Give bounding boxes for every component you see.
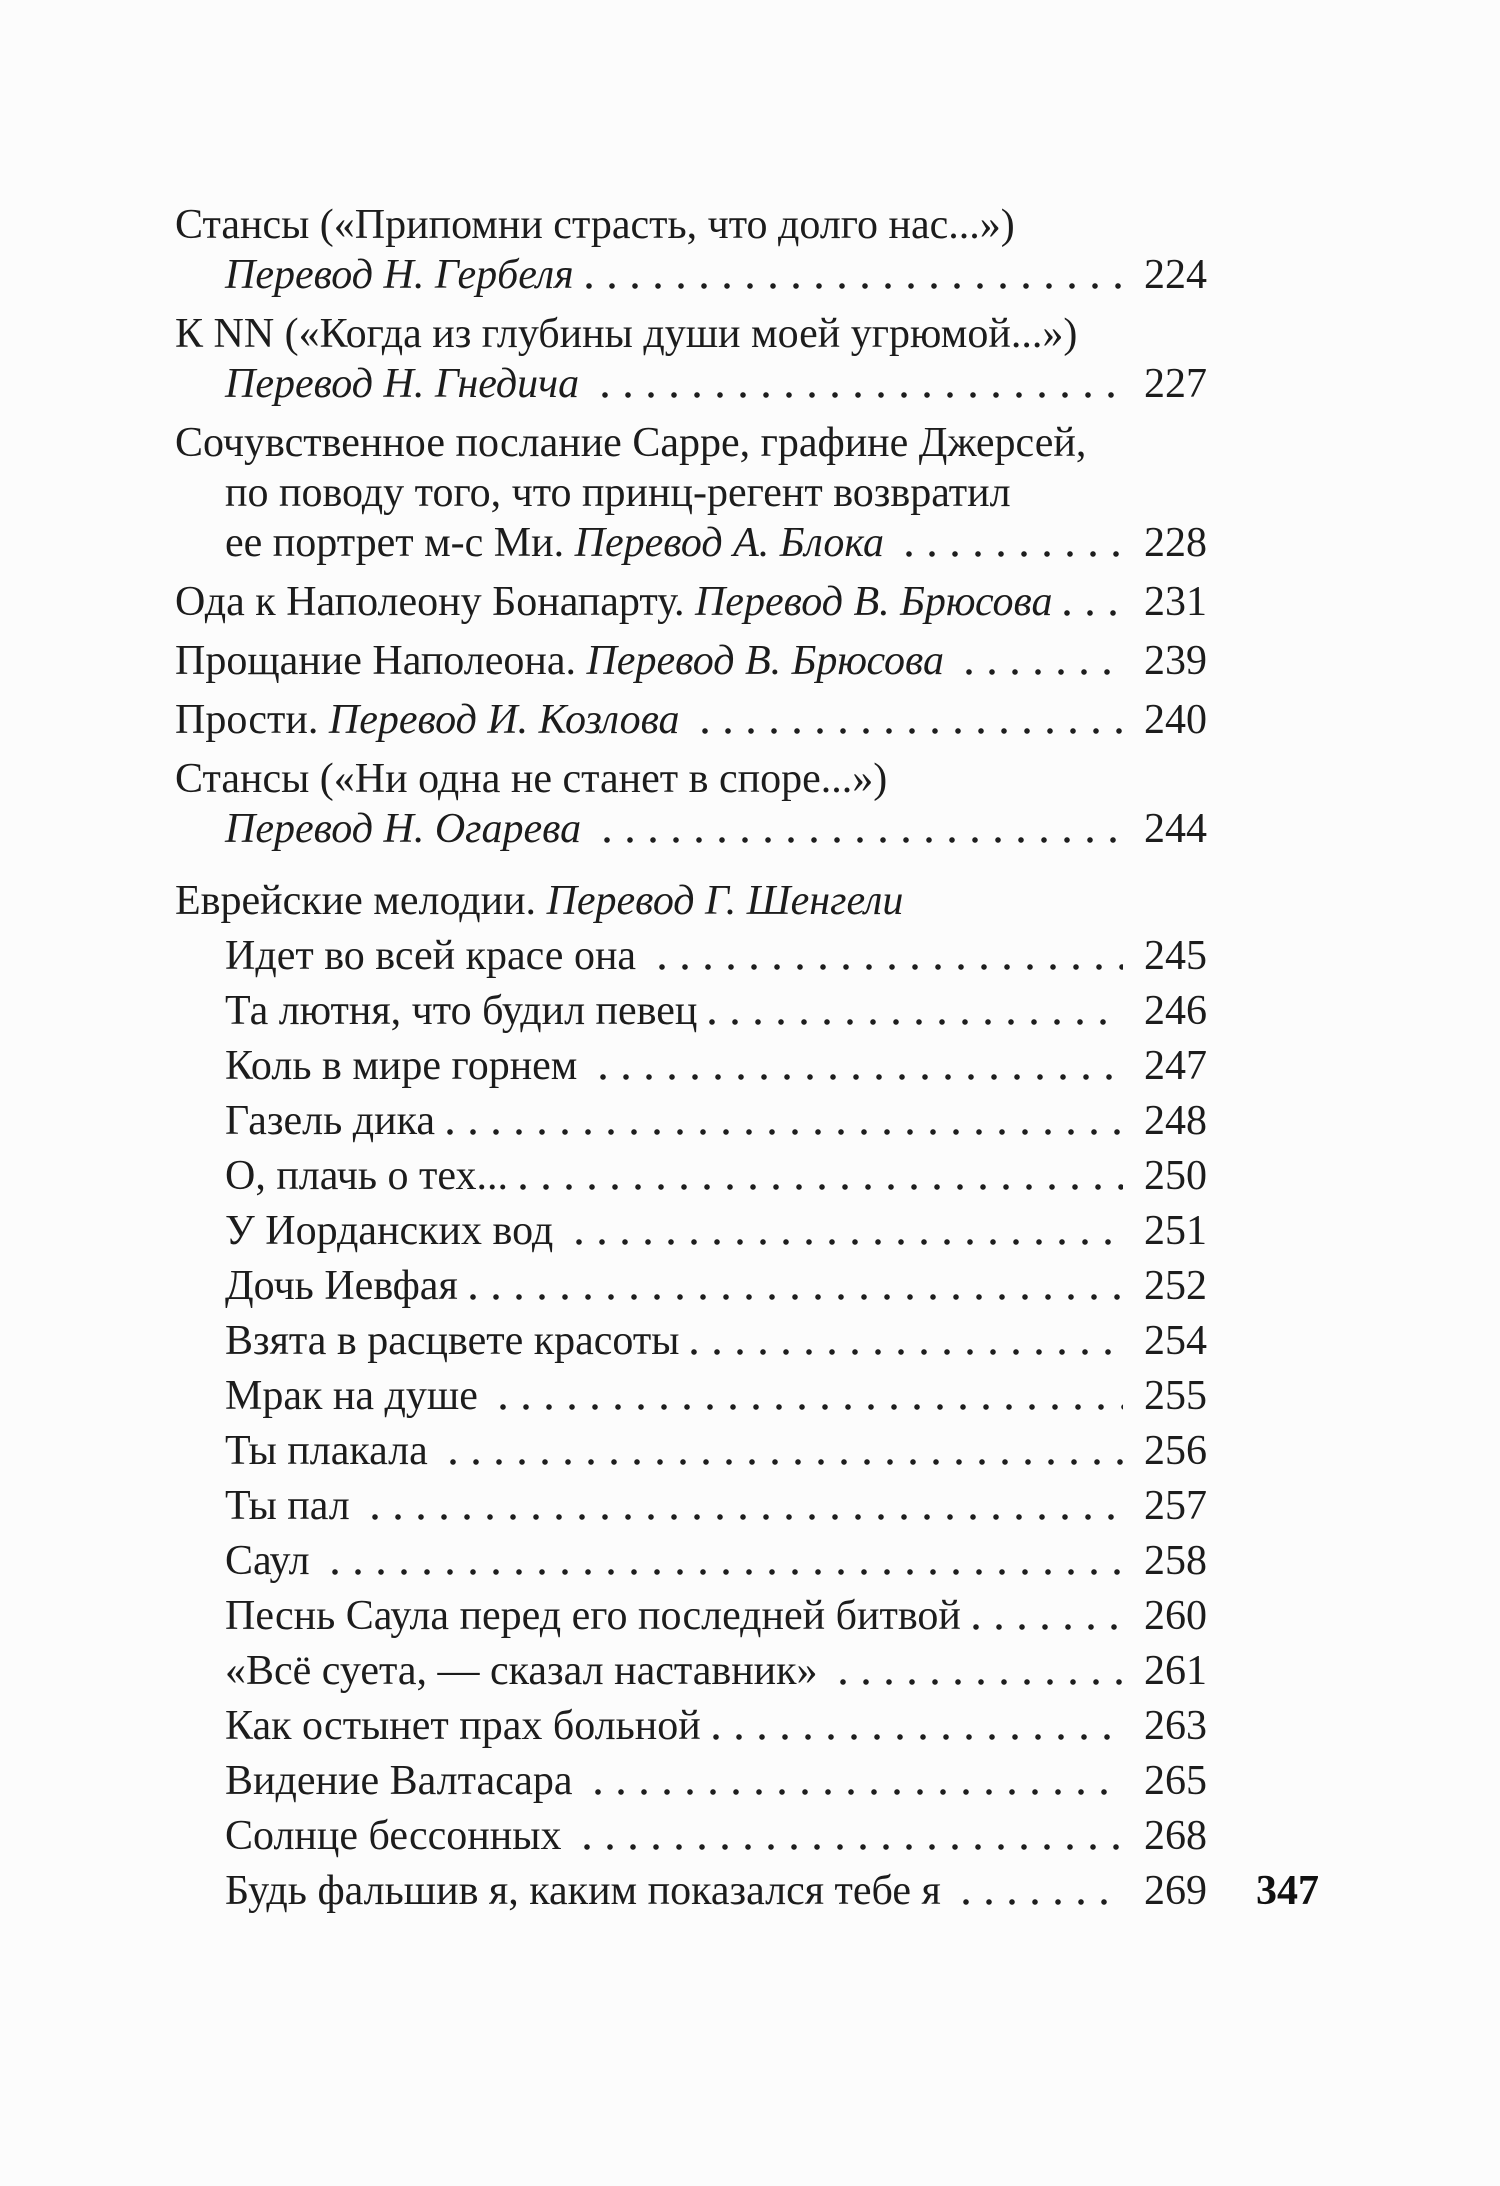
toc-line bbox=[175, 1866, 1207, 1916]
toc-title-text: Газель дика bbox=[225, 1098, 435, 1144]
toc-title-text: Видение Валтасара bbox=[225, 1758, 584, 1804]
toc-line-text bbox=[225, 1096, 435, 1146]
toc-line-text bbox=[225, 1646, 828, 1696]
toc-line bbox=[175, 418, 1207, 468]
toc-line bbox=[175, 1646, 1207, 1696]
toc-page-number: 228 bbox=[1144, 520, 1207, 566]
toc-line bbox=[175, 1261, 1207, 1311]
toc-line-text bbox=[225, 1811, 572, 1861]
toc-page-number: 227 bbox=[1144, 361, 1207, 407]
toc-line-text bbox=[175, 200, 1015, 250]
toc-title-text: Сочувственное послание Сарре, графине Джерсей, bbox=[175, 420, 1087, 466]
toc-page-number: 247 bbox=[1144, 1043, 1207, 1089]
toc-line-text bbox=[225, 1481, 360, 1531]
toc-line bbox=[175, 468, 1207, 518]
toc-title-text: К NN («Когда из глубины души моей угрюмой...») bbox=[175, 311, 1078, 357]
dot-leader bbox=[971, 1591, 1123, 1641]
toc-line bbox=[175, 876, 1207, 926]
toc-line-text bbox=[225, 1866, 951, 1916]
toc-line-text bbox=[175, 636, 954, 686]
dot-leader bbox=[584, 250, 1123, 300]
toc-page-number: 245 bbox=[1144, 933, 1207, 979]
dot-leader bbox=[602, 804, 1123, 854]
dot-leader bbox=[964, 636, 1123, 686]
dot-leader bbox=[904, 518, 1123, 568]
toc-title-text: Та лютня, что будил певец bbox=[225, 988, 698, 1034]
toc-line bbox=[175, 1536, 1207, 1586]
toc-page-number: 250 bbox=[1144, 1153, 1207, 1199]
toc-line-text bbox=[225, 1536, 320, 1586]
dot-leader bbox=[598, 1041, 1123, 1091]
toc-title-text: Ты плакала bbox=[225, 1428, 439, 1474]
toc-title-text: ее портрет м-с Ми. bbox=[225, 520, 575, 566]
toc-line-text bbox=[175, 876, 903, 926]
toc-page-number: 231 bbox=[1144, 579, 1207, 625]
toc-line-text bbox=[225, 1591, 961, 1641]
dot-leader bbox=[370, 1481, 1123, 1531]
toc-title-text: Саул bbox=[225, 1538, 321, 1584]
toc-line-text bbox=[175, 695, 690, 745]
dot-leader bbox=[700, 695, 1123, 745]
toc-page-number: 254 bbox=[1144, 1318, 1207, 1364]
toc-line bbox=[175, 636, 1207, 686]
toc-title-text: Еврейские мелодии. bbox=[175, 878, 547, 924]
toc-line bbox=[175, 1811, 1207, 1861]
dot-leader bbox=[1062, 577, 1123, 627]
toc-page-number: 263 bbox=[1144, 1703, 1207, 1749]
toc-line bbox=[175, 200, 1207, 250]
toc-title-text: Мрак на душе bbox=[225, 1373, 489, 1419]
toc-line bbox=[175, 1701, 1207, 1751]
toc-page-number: 244 bbox=[1144, 806, 1207, 852]
toc-line-text bbox=[225, 250, 574, 300]
toc-title-text: Как остынет прах больной bbox=[225, 1703, 701, 1749]
toc-translator-text: Перевод Н. Гнедича bbox=[225, 361, 590, 407]
toc-line-text bbox=[225, 1426, 438, 1476]
toc-title-text: Идет во всей красе она bbox=[225, 933, 647, 979]
toc-line bbox=[175, 986, 1207, 1036]
toc-line bbox=[175, 695, 1207, 745]
toc-page-number: 252 bbox=[1144, 1263, 1207, 1309]
toc-line-text bbox=[225, 931, 647, 981]
toc-page-number: 239 bbox=[1144, 638, 1207, 684]
toc-title-text: Будь фальшив я, каким показался тебе я bbox=[225, 1868, 952, 1914]
toc-line-text bbox=[225, 804, 592, 854]
dot-leader bbox=[448, 1426, 1123, 1476]
toc-line bbox=[175, 1371, 1207, 1421]
toc-line-text bbox=[225, 1316, 679, 1366]
dot-leader bbox=[838, 1646, 1123, 1696]
toc-page-number: 240 bbox=[1144, 697, 1207, 743]
dot-leader bbox=[498, 1371, 1123, 1421]
toc-page-number: 255 bbox=[1144, 1373, 1207, 1419]
toc-line bbox=[175, 1756, 1207, 1806]
toc-line-text bbox=[225, 1371, 488, 1421]
toc-title-text: Ода к Наполеону Бонапарту. bbox=[175, 579, 695, 625]
toc-line-text bbox=[225, 359, 590, 409]
dot-leader bbox=[518, 1151, 1123, 1201]
toc-line bbox=[175, 754, 1207, 804]
toc-page-number: 256 bbox=[1144, 1428, 1207, 1474]
toc-line-text bbox=[225, 986, 697, 1036]
toc-line bbox=[175, 359, 1207, 409]
toc-line bbox=[175, 518, 1207, 568]
toc-title-text: Дочь Иевфая bbox=[225, 1263, 458, 1309]
dot-leader bbox=[707, 986, 1123, 1036]
toc-page-number: 258 bbox=[1144, 1538, 1207, 1584]
toc-page-number: 257 bbox=[1144, 1483, 1207, 1529]
toc-line bbox=[175, 804, 1207, 854]
toc-title-text: Стансы («Припомни страсть, что долго нас...») bbox=[175, 202, 1015, 248]
toc-line bbox=[175, 250, 1207, 300]
toc-page-number: 260 bbox=[1144, 1593, 1207, 1639]
toc-line-text bbox=[225, 1701, 701, 1751]
toc-title-text: У Иорданских вод bbox=[225, 1208, 564, 1254]
toc-line-text bbox=[225, 1151, 508, 1201]
toc-line-text bbox=[175, 309, 1077, 359]
toc-line-text bbox=[225, 1206, 564, 1256]
toc-title-text: О, плачь о тех... bbox=[225, 1153, 508, 1199]
toc-translator-text: Перевод Н. Огарева bbox=[225, 806, 592, 852]
dot-leader bbox=[657, 931, 1123, 981]
dot-leader bbox=[711, 1701, 1123, 1751]
toc-page-number: 246 bbox=[1144, 988, 1207, 1034]
toc-translator-text: Перевод Н. Гербеля bbox=[225, 252, 574, 298]
toc-page-number: 248 bbox=[1144, 1098, 1207, 1144]
toc-line bbox=[175, 1316, 1207, 1366]
toc-line bbox=[175, 1426, 1207, 1476]
toc-page-number: 251 bbox=[1144, 1208, 1207, 1254]
toc-translator-text: Перевод А. Блока bbox=[574, 520, 895, 566]
toc-line bbox=[175, 1041, 1207, 1091]
toc-line-text bbox=[175, 754, 887, 804]
toc-title-text: Взята в расцвете красоты bbox=[225, 1318, 680, 1364]
toc-title-text: Солнце бессонных bbox=[225, 1813, 572, 1859]
dot-leader bbox=[330, 1536, 1123, 1586]
toc-line bbox=[175, 1151, 1207, 1201]
toc-line-text bbox=[175, 418, 1086, 468]
toc-line bbox=[175, 1591, 1207, 1641]
toc-translator-text: Перевод И. Козлова bbox=[328, 697, 691, 743]
dot-leader bbox=[600, 359, 1123, 409]
toc-line-text bbox=[225, 518, 894, 568]
toc-title-text: по поводу того, что принц-регент возвратил bbox=[225, 470, 1011, 516]
toc-page-number: 224 bbox=[1144, 252, 1207, 298]
toc-title-text: Песнь Саула перед его последней битвой bbox=[225, 1593, 961, 1639]
toc-title-text: Прости. bbox=[175, 697, 329, 743]
toc-line-text bbox=[175, 577, 1052, 627]
toc-page-number: 269 bbox=[1144, 1868, 1207, 1914]
toc-list bbox=[175, 200, 1207, 1916]
toc-line-text bbox=[225, 1756, 583, 1806]
toc-title-text: Стансы («Ни одна не станет в споре...») bbox=[175, 756, 888, 802]
toc-title-text: Коль в мире горнем bbox=[225, 1043, 588, 1089]
toc-title-text: Прощание Наполеона. bbox=[175, 638, 587, 684]
toc-page-number: 261 bbox=[1144, 1648, 1207, 1694]
toc-line-text bbox=[225, 1041, 588, 1091]
dot-leader bbox=[689, 1316, 1123, 1366]
dot-leader bbox=[961, 1866, 1123, 1916]
toc-line bbox=[175, 577, 1207, 627]
toc-page-number: 268 bbox=[1144, 1813, 1207, 1859]
toc-page-number: 265 bbox=[1144, 1758, 1207, 1804]
toc-line-text bbox=[225, 1261, 458, 1311]
toc-translator-text: Перевод В. Брюсова bbox=[694, 579, 1053, 625]
toc-line bbox=[175, 1096, 1207, 1146]
dot-leader bbox=[468, 1261, 1123, 1311]
toc-line bbox=[175, 1481, 1207, 1531]
toc-translator-text: Перевод Г. Шенгели bbox=[546, 878, 904, 924]
toc-line-text bbox=[225, 468, 1011, 518]
toc-title-text: Ты пал bbox=[225, 1483, 361, 1529]
dot-leader bbox=[445, 1096, 1123, 1146]
folio-page-number: 347 bbox=[1256, 1868, 1319, 1914]
toc-line bbox=[175, 309, 1207, 359]
toc-line bbox=[175, 931, 1207, 981]
dot-leader bbox=[582, 1811, 1123, 1861]
toc-translator-text: Перевод В. Брюсова bbox=[586, 638, 955, 684]
toc-title-text: «Всё суета, — сказал наставник» bbox=[225, 1648, 829, 1694]
toc-line bbox=[175, 1206, 1207, 1256]
dot-leader bbox=[593, 1756, 1123, 1806]
dot-leader bbox=[574, 1206, 1123, 1256]
